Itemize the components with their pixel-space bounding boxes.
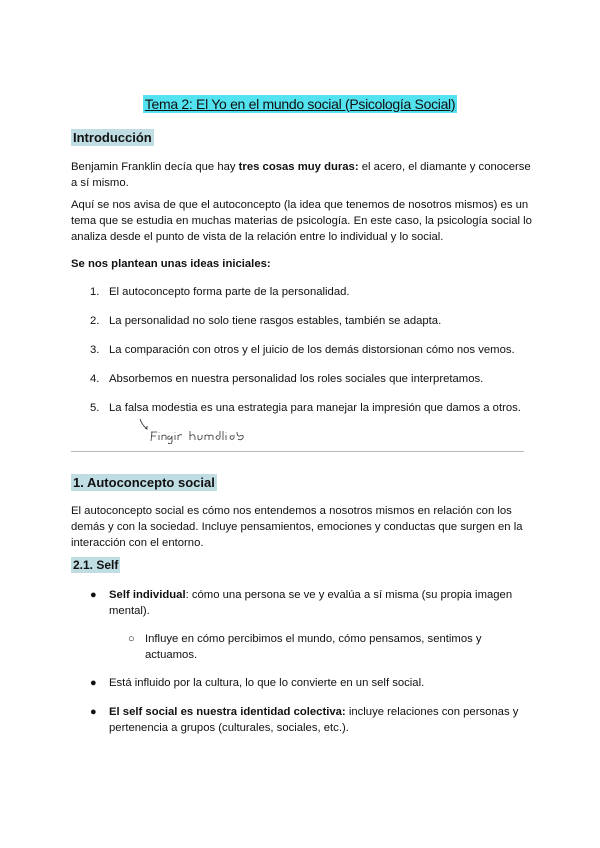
intro-p1-line2: a sí mismo. [71, 177, 129, 189]
bullet-line: mental). [109, 605, 150, 617]
horizontal-divider [71, 451, 524, 452]
intro-paragraph-2 [71, 197, 532, 245]
list-number: 4. [90, 373, 100, 385]
sub-bullet-icon: ○ [128, 633, 135, 645]
section1-line: interacción con el entorno. [71, 537, 204, 549]
list-item [90, 400, 521, 416]
list-number: 2. [90, 315, 100, 327]
intro-heading-wrap [71, 130, 154, 145]
list-item [90, 313, 441, 329]
bullet-text: : cómo una persona se ve y evalúa a sí misma (su propia imagen [185, 589, 513, 601]
section1-line: demás y con la sociedad. Incluye pensamientos, emociones y conductas que surgen en la [71, 521, 523, 533]
list-number: 5. [90, 402, 100, 414]
bullet-line: pertenencia a grupos (culturales, sociales, etc.). [109, 722, 349, 734]
title-container [0, 95, 600, 114]
section1-heading: 1. Autoconcepto social [73, 475, 215, 490]
list-text: La falsa modestia es una estrategia para manejar la impresión que damos a otros. [109, 402, 521, 414]
section21-heading-wrap [71, 558, 120, 572]
list-item [90, 284, 350, 300]
list-item [90, 342, 515, 358]
intro-p1-text-end: el acero, el diamante y conocerse [358, 161, 531, 173]
list-text: La personalidad no solo tiene rasgos estables, también se adapta. [109, 315, 442, 327]
bullet-item-self-social [109, 704, 518, 736]
sub-bullet-item [145, 631, 482, 663]
section1-heading-wrap [71, 475, 217, 490]
intro-p2-line: tema que se estudia en muchas materias de psicología. En este caso, la psicología social lo [71, 215, 532, 227]
bullet-item-self-individual [109, 587, 512, 619]
list-text: El autoconcepto forma parte de la personalidad. [109, 286, 350, 298]
intro-heading: Introducción [73, 130, 152, 145]
bullet-text: incluye relaciones con personas y [345, 706, 519, 718]
section1-paragraph [71, 503, 523, 551]
intro-p1-bold: tres cosas muy duras: [238, 161, 359, 173]
intro-p1-line1 [71, 159, 531, 175]
list-text: Absorbemos en nuestra personalidad los roles sociales que interpretamos. [109, 373, 484, 385]
intro-p2-line: Aquí se nos avisa de que el autoconcepto (la idea que tenemos de nosotros mismos) es un [71, 199, 529, 211]
bullet-bold: El self social es nuestra identidad colectiva: [109, 706, 346, 718]
list-number: 1. [90, 286, 100, 298]
handwritten-note-image [138, 418, 258, 444]
bullet-item-cultura: Está influido por la cultura, lo que lo convierte en un self social. [109, 677, 425, 689]
sub-bullet-line: actuamos. [145, 649, 198, 661]
bullet-line [109, 704, 518, 720]
section21-heading: 2.1. Self [73, 558, 119, 572]
bullet-icon: ● [90, 589, 97, 601]
list-item [90, 371, 483, 387]
bullet-bold: Self individual [109, 589, 186, 601]
list-number: 3. [90, 344, 100, 356]
bullet-line [109, 587, 512, 603]
intro-paragraph-1 [71, 159, 531, 191]
sub-bullet-line: Influye en cómo percibimos el mundo, cómo pensamos, sentimos y [145, 633, 482, 645]
ideas-heading: Se nos plantean unas ideas iniciales: [71, 258, 271, 270]
section1-line: El autoconcepto social es cómo nos entendemos a nosotros mismos en relación con los [71, 505, 512, 517]
list-text: La comparación con otros y el juicio de los demás distorsionan cómo nos vemos. [109, 344, 515, 356]
bullet-icon: ● [90, 677, 97, 689]
intro-p1-text: Benjamin Franklin decía que hay [71, 161, 239, 173]
bullet-icon: ● [90, 706, 97, 718]
document-title: Tema 2: El Yo en el mundo social (Psicología Social) [144, 96, 456, 112]
intro-p2-line: analiza desde el punto de vista de la relación entre lo individual y lo social. [71, 231, 444, 243]
